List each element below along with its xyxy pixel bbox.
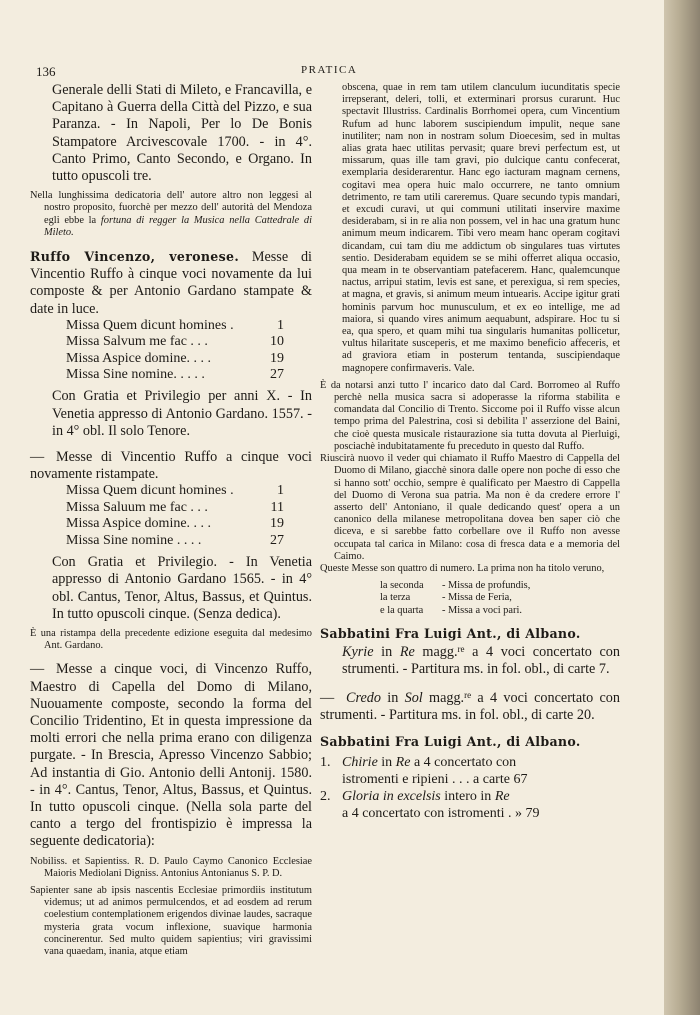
list-item: e la quarta - Missa a voci pari. — [380, 604, 522, 616]
entry-author: Sabbatini Fra Luigi Ant., di Albano. — [320, 625, 581, 641]
list-item: 2. Gloria in excelsis intero in Re — [320, 788, 510, 804]
dedication-heading: Nobiliss. et Sapientiss. R. D. Paulo Caymo Canonico Ecclesiae Maioris Mediolani Digniss. Antonius Antonianus S. P. D. — [30, 855, 312, 879]
left-column — [30, 82, 312, 958]
note-borromeo: È da notarsi anzi tutto l' incarico dato dal Card. Borromeo al Ruffo perchè nella musica sacra si adoperasse la riforma stabilita e comandata dal Concilio di Trento. Siccome poi il Ruffo visse alcun tempo prima del Palestrina, così si debilita l' asserzione del Baini, che cioè questa musicale ristaurazione sia tutta dovuta al Pierluigi, posciachè indubitatamente fu preceduto in questo dal Ruffo. — [320, 379, 620, 452]
right-column — [320, 82, 620, 822]
book-spine — [664, 0, 700, 1015]
entry-kyrie: Kyrie in Re magg.$^{re}$ a 4 voci concertato con strumenti. - Partitura ms. in fol. obl., di carte 7. — [342, 643, 620, 677]
running-head — [36, 64, 624, 80]
list-item: Missa Quem dicunt homines . 1 — [66, 483, 284, 499]
entry-ristampate: — Messe di Vincentio Ruffo a cinque voci novamente ristampate. — [30, 449, 312, 483]
note-maestro: Riuscirà nuovo il veder qui chiamato il Ruffo Maestro di Cappella del Duomo di Milano, giacchè sinora dalle opere non poche di esso che si hanno sott' occhio, sempre è qualificato per Maestro di Cappella del Duomo di Verona sua patria. Ma non è da credere errore l' asserto dell' Antoniano, il quale dedicando quest' opera a un canonico della milanese metropolitana dovea ben saper ciò che diceva, e si sarebbe fatto corbellare ove il Ruffo non avesse occupata tal carica in Milano: cosa di fresca data e a memoria del Caimo. — [320, 453, 620, 562]
imprint-1565: Con Gratia et Privilegio. - In Venetia appresso di Antonio Gardano 1565. - in 4° obl. Cantus, Tenor, Altus, Bassus, et Quintus. In tutto opuscoli cinque. (Senza dedica). — [52, 554, 312, 622]
entry-messe-1580: — Messe a cinque voci, di Vincenzo Ruffo, Maestro di Capella del Domo di Milano, Nuouamente composte, secondo la forma del Concilio Tridentino, Et in questa impressione da molti errori che nella prima erano con diligenza purgate. - In Brescia, Apresso Vincenzo Sabbio; Ad instantia di Gio. Antonio delli Antonij. 1580. - in 4°. Cantus, Tenor, Altus, Bassus, et Quintus. In tutto opuscoli cinque. (Nella sola parte del canto a tergo del frontispizio è impressa la seguente dedicatoria): — [30, 661, 312, 850]
list-item: Missa Salvum me fac . . . 10 — [66, 334, 284, 350]
list-item: la seconda - Missa de profundis, — [380, 580, 531, 592]
latin-dedication-cont: obscena, quae in rem tam utilem clanculum iucunditatis specie irrepserant, deleri, tolli, et exterminari prorsus curarunt. Huc spectavit Illustriss. Cardinalis Borrhomei opera, cum Vincentium Rufum ad hunc laborem suscipiendum impulit, neque sane inutiliter; nam non in nostram solum Dioecesim, sed in multas alias grata haec utilitas pervasit; quare brevi perfectum est, ut missarum, quas ille tam gravi, pio dulcique cantu confecerat, exemplaria desiderarentur. Hanc ego iacturam magnam cernens, cogitavi mea opera huic malo occurrere, ne tanto omnium detrimento, re tam utili careremus. Quare secundo typis mandari, et excudi curavi, ut qui communi utilitati inservire maxime desiderabam, si in re alia non possem, vel in hac una gratum hunc animum meum indicarem. Tibi vero meam hanc operam cogitavi dicandam, cui tam diu me addictum ob singulares tuas virtutes sentio. Desiderabam equidem se se mihi offerret aliqua occasio, qua meam in te observantiam patefacerem. Hanc, qualemcunque nactus, arripui statim, levis est sane, et perexigua, si rem species, at magna, et gravis, si animum meum intuearis. Accipe igitur grati hominis parvum hoc munusculum, et ex eo intellige, me ad maiora, si quando vires animum aequabunt, adspirare. Hoc tu si ea, qua spero, et quam mihi tua singularis humanitas pollicetur, vultus hilaritate susceperis, et me maximo beneficio affeceris, et ad graviora etiam in posterum tentanda, suscipiendaque magnopere confirmaveris. Vale. — [342, 82, 620, 374]
list-item: 1. Chirie in Re a 4 concertato con — [320, 754, 517, 770]
imprint-1557: Con Gratia et Privilegio per anni X. - In Venetia appresso di Antonio Gardano. 1557. - in 4° obl. Il solo Tenore. — [52, 388, 312, 439]
note-ristampa: È una ristampa della precedente edizione eseguita dal medesimo Ant. Gardano. — [30, 627, 312, 652]
mass-titles — [380, 580, 620, 617]
note-dedicatoria: Nella lunghissima dedicatoria dell' autore altro non leggesi al nostro proposito, fuorchè per mezzo dell' autorità del Mendoza egli ebbe la fortuna di regger la Musica nella Cattedrale di Mileto. — [30, 190, 312, 238]
list-item: Missa Sine nomine . . . . 27 — [66, 532, 284, 548]
note-quattro: Queste Messe son quattro di numero. La prima non ha titolo veruno, — [320, 562, 605, 574]
list-item: la terza - Missa de Feria, — [380, 592, 512, 604]
list-item: Missa Saluum me fac . . . 11 — [66, 499, 284, 515]
running-title: PRATICA — [301, 64, 358, 76]
list-item: Missa Aspice domine. . . . 19 — [66, 350, 284, 366]
mass-list-2 — [66, 483, 312, 549]
work-list — [320, 754, 620, 822]
entry-author: Sabbatini Fra Luigi Ant., di Albano. — [320, 733, 581, 749]
entry-author: Ruffo Vincenzo, veronese. — [30, 249, 240, 265]
list-item: Missa Aspice domine. . . . 19 — [66, 516, 284, 532]
list-item: Missa Sine nomine. . . . . 27 — [66, 367, 284, 383]
list-item-cont: a 4 concertato con istromenti . » 79 — [342, 805, 540, 821]
mass-list-1 — [66, 318, 312, 384]
entry-ruffo: Ruffo Vincenzo, veronese. Messe di Vincentio Ruffo à cinque voci novamente da lui composte & per Antonio Gardano stampate & date in luce. — [30, 249, 312, 317]
entry-credo: — Credo in Sol magg.$^{re}$ a 4 voci concertato con strumenti. - Partitura ms. in fol. obl., di carte 20. — [320, 690, 620, 724]
list-item: Missa Quem dicunt homines . 1 — [66, 317, 284, 333]
entry-continuation: Generale delli Stati di Mileto, e Francavilla, e Capitano à Guerra della Città del Pizzo, e sua Paranza. - In Napoli, Per lo De Bonis Stampatore Arcivescovale 1700. - in 4°. Canto Primo, Canto Secondo, e Organo. In tutto opuscoli tre. — [52, 82, 312, 185]
page-number: 136 — [36, 64, 56, 79]
list-item-cont: istromenti e ripieni . . . a carte 67 — [342, 771, 528, 787]
latin-dedication: Sapienter sane ab ipsis nascentis Ecclesiae primordiis institutum videmus; ut ad animos permulcendos, et ad eosdem ad rerum coelestium contemplationem erigendos divinae laudes, sacraque mysteria grata vocum inflexione, suavique harmonia concinerentur. Sed multo quidem sapientius; viri gravissimi vana quaedam, inania, atque etiam — [30, 884, 312, 957]
